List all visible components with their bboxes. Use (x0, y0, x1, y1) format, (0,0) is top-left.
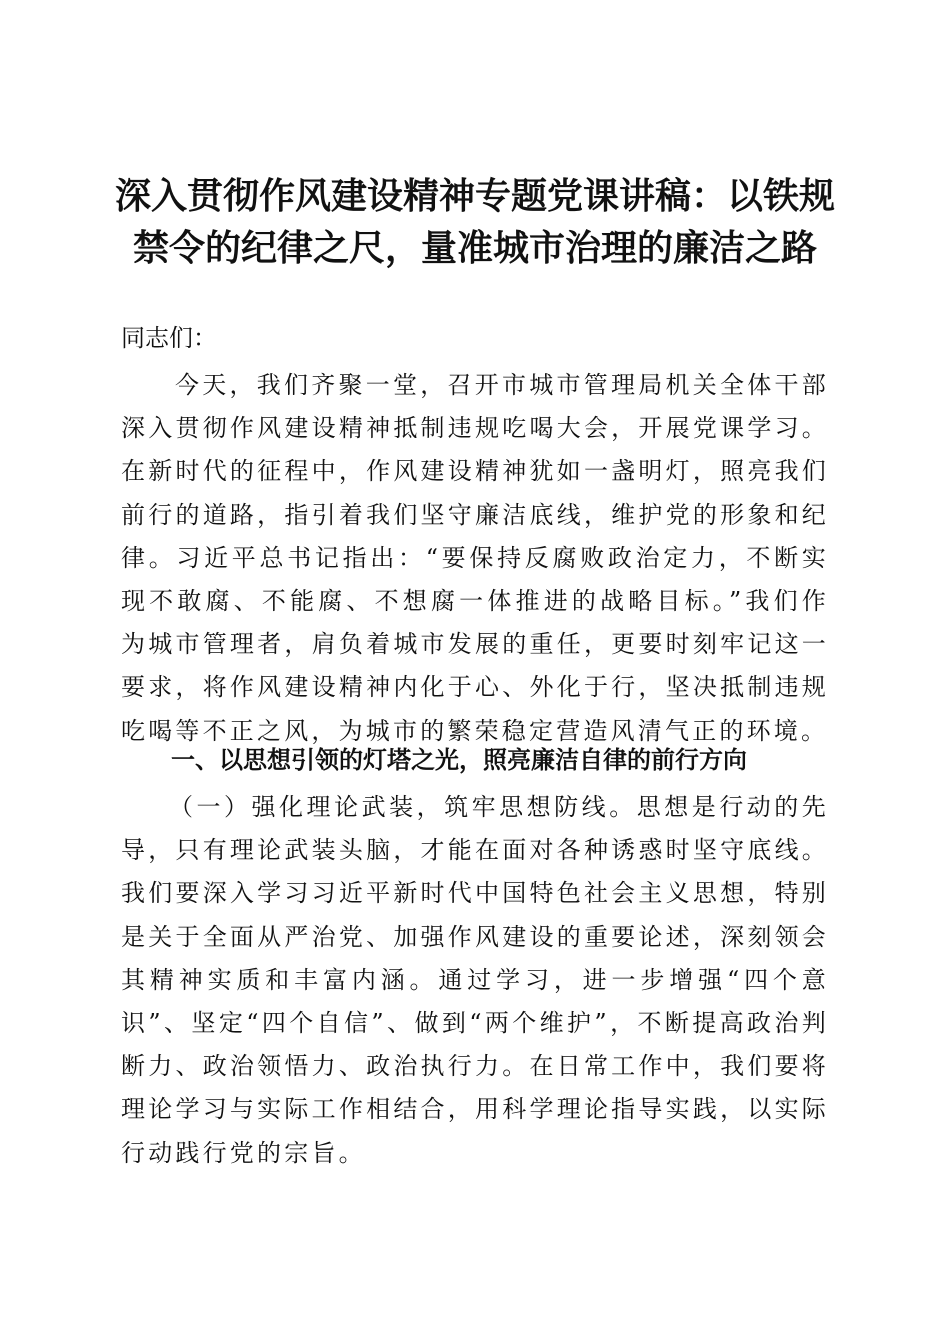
greeting: 同志们： (121, 324, 217, 352)
body-paragraph-1: 今天，我们齐聚一堂，召开市城市管理局机关全体干部深入贯彻作风建设精神抵制违规吃喝大会，开展党课学习。在新时代的征程中，作风建设精神犹如一盏明灯，照亮我们前行的道路，指引着我们坚守廉洁底线，维护党的形象和纪律。习近平总书记指出：“要保持反腐败政治定力，不断实现不敢腐、不能腐、不想腐一体推进的战略目标。”我们作为城市管理者，肩负着城市发展的重任，更要时刻牢记这一要求，将作风建设精神内化于心、外化于行，坚决抵制违规吃喝等不正之风，为城市的繁荣稳定营造风清气正的环境。 (121, 371, 829, 745)
document-title (100, 170, 850, 274)
body-paragraph-2: （一）强化理论武装，筑牢思想防线。思想是行动的先导，只有理论武装头脑，才能在面对各种诱惑时坚守底线。我们要深入学习习近平新时代中国特色社会主义思想，特别是关于全面从严治党、加强作风建设的重要论述，深刻领会其精神实质和丰富内涵。通过学习，进一步增强“四个意识”、坚定“四个自信”、做到“两个维护”，不断提高政治判断力、政治领悟力、政治执行力。在日常工作中，我们要将理论学习与实际工作相结合，用科学理论指导实践，以实际行动践行党的宗旨。 (121, 793, 829, 1167)
title-line-2: 禁令的纪律之尺，量准城市治理的廉洁之路 (132, 227, 817, 269)
title-line-1: 深入贯彻作风建设精神专题党课讲稿：以铁规 (114, 175, 835, 217)
section-heading-1: 一、以思想引领的灯塔之光，照亮廉洁自律的前行方向 (171, 746, 747, 774)
